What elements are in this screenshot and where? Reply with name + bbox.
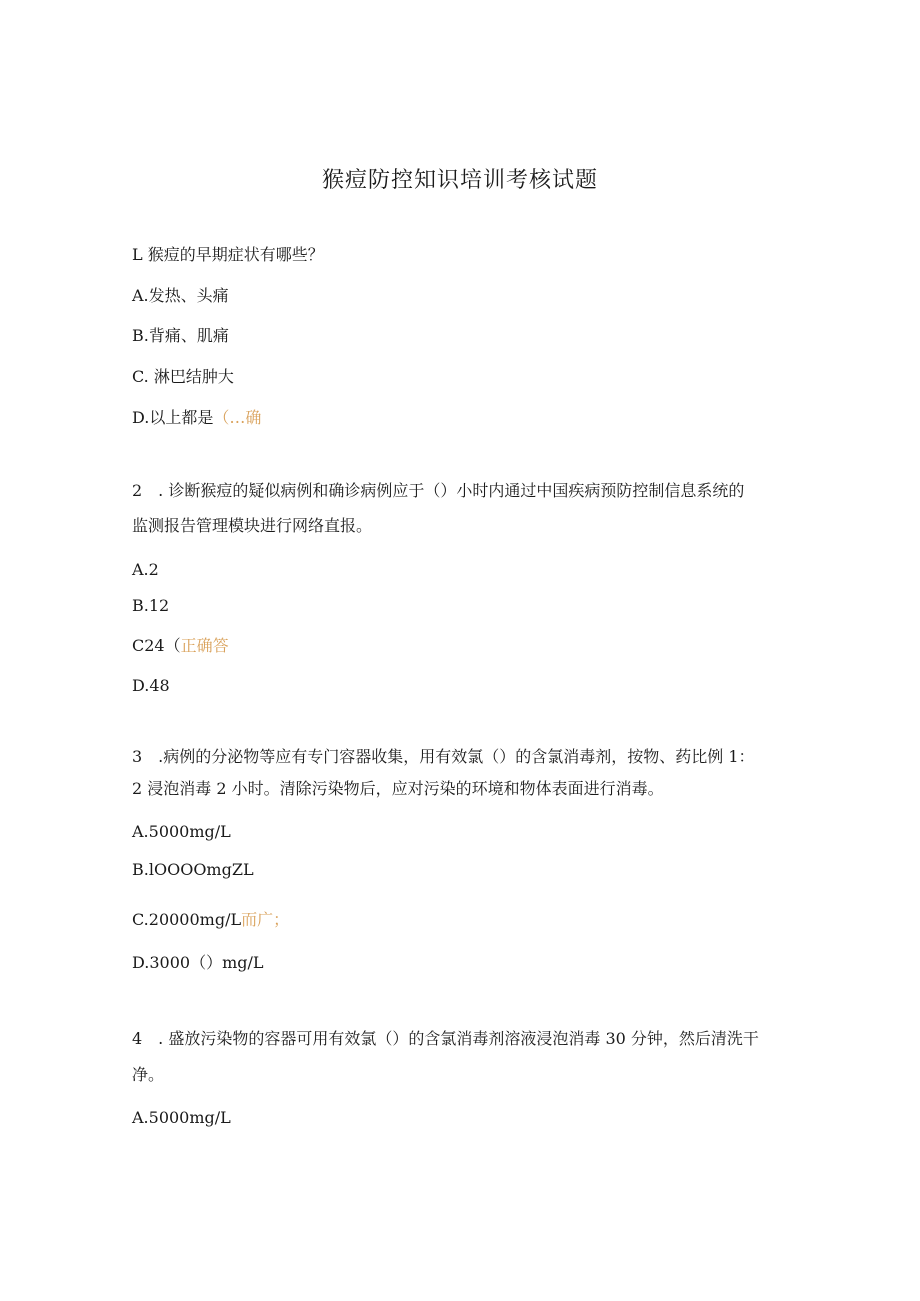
answer-note: （…确: [213, 408, 262, 427]
page-title: 猴痘防控知识培训考核试题: [321, 168, 598, 193]
option-text: C24（: [132, 636, 181, 655]
question-1-option-d: [132, 405, 261, 428]
question-3-option-b: [132, 860, 254, 879]
question-3-stem-line-2: 2 浸泡消毒 2 小时。清除污染物后，应对污染的环境和物体表面进行消毒。: [132, 779, 664, 798]
option-text: D.以上都是: [132, 408, 214, 427]
question-4-stem-line-1: 4 . 盛放污染物的容器可用有效氯（）的含氯消毒剂溶液浸泡消毒 30 分钟，然后清洗干: [132, 1029, 759, 1048]
answer-note: 正确答: [180, 636, 229, 655]
question-1-option-b: [132, 323, 229, 346]
question-1-stem: L 猴痘的早期症状有哪些？: [132, 245, 324, 264]
option-text: B.lOOOOmgZL: [132, 860, 254, 879]
question-3-option-a: [132, 822, 231, 841]
question-4-stem-line-2: 净。: [132, 1065, 165, 1084]
question-2-stem-line-2: 监测报告管理模块进行网络直报。: [132, 516, 373, 535]
option-text: C. 淋巴结肿大: [132, 367, 234, 386]
question-2-option-c: [132, 633, 229, 656]
option-text: D.48: [132, 676, 170, 695]
question-4-option-a: [132, 1108, 231, 1127]
option-text: C.20000mg∕L: [132, 910, 242, 929]
option-text: A.2: [132, 560, 159, 579]
question-1-option-a: [132, 283, 229, 306]
question-2-option-a: [132, 560, 159, 579]
question-3-option-d: [132, 950, 264, 973]
question-3-option-c: [132, 907, 289, 930]
option-text: D.3000（）mg∕L: [132, 953, 264, 972]
option-text: A.5000mg∕L: [132, 1108, 231, 1127]
question-3-stem-line-1: 3 .病例的分泌物等应有专门容器收集，用有效氯（）的含氯消毒剂，按物、药比例 1：: [132, 747, 755, 766]
question-1-option-c: [132, 364, 234, 387]
option-text: A.5000mg∕L: [132, 822, 231, 841]
question-2-stem-line-1: 2 . 诊断猴痘的疑似病例和确诊病例应于（）小时内通过中国疾病预防控制信息系统的: [132, 481, 745, 500]
question-2-option-d: [132, 676, 170, 695]
option-text: A.发热、头痛: [132, 286, 229, 305]
answer-note: 而广；: [241, 910, 290, 929]
question-2-option-b: [132, 596, 169, 615]
option-text: B.12: [132, 596, 170, 615]
option-text: B.背痛、肌痛: [132, 326, 229, 345]
